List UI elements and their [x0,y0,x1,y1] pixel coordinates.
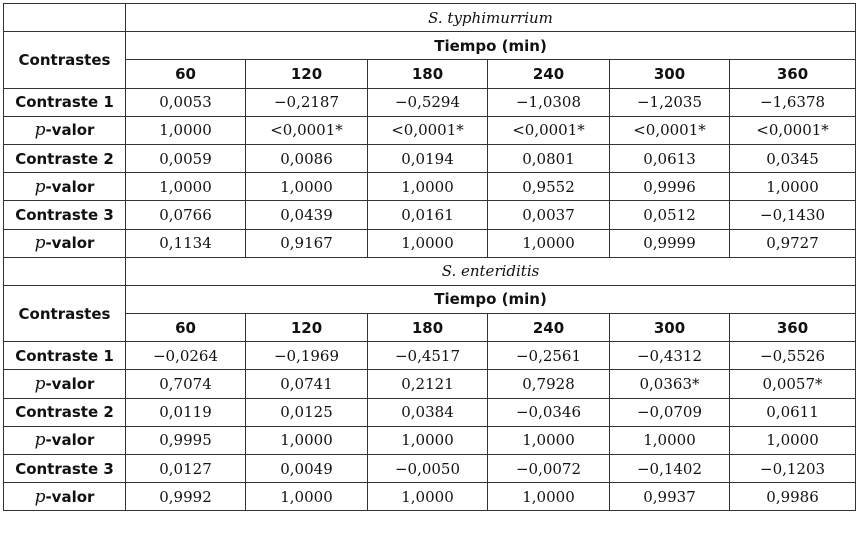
organism-title: S. typhimurrium [126,4,856,32]
value-cell: 0,9167 [246,229,368,257]
value-cell: 1,0000 [368,426,488,454]
table-row [4,88,856,116]
value-cell: −0,1402 [610,455,730,483]
value-cell: 1,0000 [488,483,610,511]
time-column-header: 240 [488,314,610,342]
value-cell: −0,1430 [730,201,856,229]
table-row [4,144,856,172]
p-letter: p [34,233,46,254]
value-cell: 0,7928 [488,370,610,398]
time-columns-row [4,314,856,342]
value-cell: 1,0000 [126,116,246,144]
section-header-row [4,4,856,32]
time-header-row [4,32,856,60]
blank-corner-cell [4,257,126,285]
row-label-text: Contraste 3 [15,459,114,478]
value-cell: 0,0439 [246,201,368,229]
time-header: Tiempo (min) [126,285,856,313]
contrastes-header: Contrastes [4,32,126,88]
contrastes-header: Contrastes [4,285,126,341]
value-cell: 0,7074 [126,370,246,398]
table-row [4,342,856,370]
row-label-text: -valor [45,375,95,394]
value-cell: 1,0000 [368,229,488,257]
row-label-text: -valor [45,431,95,450]
contrast-label [4,455,126,483]
table-row [4,483,856,511]
time-column-header: 180 [368,60,488,88]
value-cell: <0,0001* [730,116,856,144]
value-cell: 1,0000 [126,173,246,201]
time-column-header: 60 [126,60,246,88]
p-value-label [4,426,126,454]
value-cell: <0,0001* [246,116,368,144]
value-cell: 0,0194 [368,144,488,172]
value-cell: 0,0611 [730,398,856,426]
section-header-row [4,257,856,285]
value-cell: <0,0001* [368,116,488,144]
time-column-header: 360 [730,314,856,342]
value-cell: −1,6378 [730,88,856,116]
time-column-header: 240 [488,60,610,88]
value-cell: 0,0119 [126,398,246,426]
value-cell: −0,0050 [368,455,488,483]
value-cell: <0,0001* [610,116,730,144]
row-label-text: -valor [45,487,95,506]
time-column-header: 120 [246,314,368,342]
value-cell: 0,9727 [730,229,856,257]
p-letter: p [34,374,46,395]
time-column-header: 300 [610,314,730,342]
row-label-text: Contraste 1 [15,346,114,365]
table-row [4,370,856,398]
p-letter: p [34,430,46,451]
value-cell: 1,0000 [246,483,368,511]
value-cell: 0,9992 [126,483,246,511]
value-cell: <0,0001* [488,116,610,144]
value-cell: 1,0000 [246,173,368,201]
time-column-header: 360 [730,60,856,88]
row-label-text: -valor [45,234,95,253]
value-cell: 0,9999 [610,229,730,257]
value-cell: 0,0741 [246,370,368,398]
p-value-label [4,229,126,257]
value-cell: 0,9552 [488,173,610,201]
row-label-text: -valor [45,177,95,196]
value-cell: 0,0384 [368,398,488,426]
value-cell: 0,2121 [368,370,488,398]
p-value-label [4,116,126,144]
value-cell: 1,0000 [488,426,610,454]
value-cell: 0,0057* [730,370,856,398]
p-letter: p [34,176,46,197]
table-row [4,398,856,426]
time-column-header: 120 [246,60,368,88]
value-cell: 0,0037 [488,201,610,229]
contrast-table [3,3,856,511]
table-row [4,173,856,201]
p-letter: p [34,486,46,507]
value-cell: 0,0053 [126,88,246,116]
value-cell: −0,2561 [488,342,610,370]
value-cell: −0,5526 [730,342,856,370]
value-cell: −0,2187 [246,88,368,116]
value-cell: −0,4312 [610,342,730,370]
p-letter: p [34,120,46,141]
table-row [4,201,856,229]
value-cell: 0,0161 [368,201,488,229]
organism-title: S. enteriditis [126,257,856,285]
value-cell: −0,5294 [368,88,488,116]
value-cell: 0,0766 [126,201,246,229]
time-columns-row [4,60,856,88]
p-value-label [4,173,126,201]
value-cell: −0,0264 [126,342,246,370]
value-cell: 1,0000 [368,173,488,201]
value-cell: 0,9996 [610,173,730,201]
value-cell: −0,4517 [368,342,488,370]
value-cell: 0,0127 [126,455,246,483]
value-cell: 0,0086 [246,144,368,172]
time-column-header: 300 [610,60,730,88]
contrast-label [4,398,126,426]
row-label-text: Contraste 2 [15,149,114,168]
time-column-header: 180 [368,314,488,342]
contrast-label [4,342,126,370]
value-cell: −0,0709 [610,398,730,426]
time-header: Tiempo (min) [126,32,856,60]
value-cell: −1,0308 [488,88,610,116]
value-cell: −0,0072 [488,455,610,483]
contrast-label [4,88,126,116]
value-cell: 1,0000 [730,426,856,454]
value-cell: −0,0346 [488,398,610,426]
row-label-text: -valor [45,121,95,140]
value-cell: −0,1969 [246,342,368,370]
value-cell: 0,0512 [610,201,730,229]
value-cell: 1,0000 [488,229,610,257]
value-cell: −0,1203 [730,455,856,483]
blank-corner-cell [4,4,126,32]
table-row [4,116,856,144]
value-cell: 0,9937 [610,483,730,511]
row-label-text: Contraste 2 [15,403,114,422]
value-cell: 0,0801 [488,144,610,172]
value-cell: 0,1134 [126,229,246,257]
value-cell: 0,9995 [126,426,246,454]
value-cell: 1,0000 [246,426,368,454]
table-row [4,426,856,454]
value-cell: 0,0345 [730,144,856,172]
value-cell: 1,0000 [368,483,488,511]
p-value-label [4,483,126,511]
table-row [4,455,856,483]
value-cell: 0,0125 [246,398,368,426]
row-label-text: Contraste 1 [15,93,114,112]
time-column-header: 60 [126,314,246,342]
value-cell: 1,0000 [730,173,856,201]
value-cell: 0,9986 [730,483,856,511]
table-row [4,229,856,257]
p-value-label [4,370,126,398]
contrast-label [4,144,126,172]
value-cell: 0,0059 [126,144,246,172]
value-cell: −1,2035 [610,88,730,116]
time-header-row [4,285,856,313]
value-cell: 0,0613 [610,144,730,172]
value-cell: 0,0049 [246,455,368,483]
contrast-label [4,201,126,229]
value-cell: 0,0363* [610,370,730,398]
row-label-text: Contraste 3 [15,205,114,224]
value-cell: 1,0000 [610,426,730,454]
